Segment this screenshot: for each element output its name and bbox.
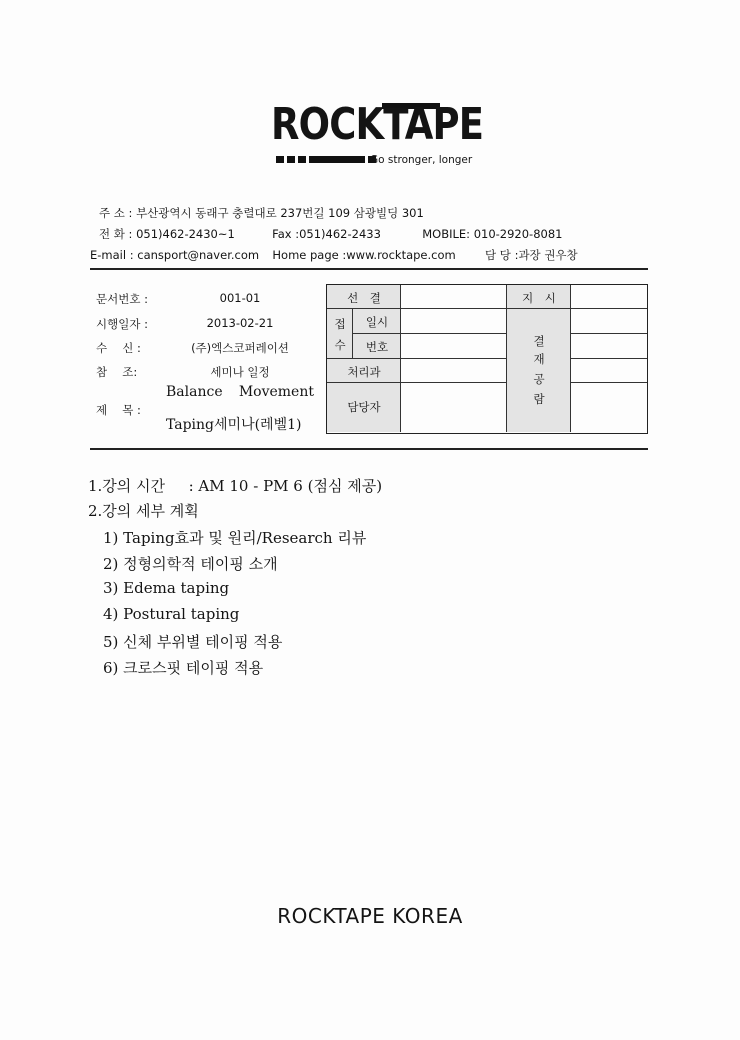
subject-word-balance: Balance (166, 384, 223, 400)
header-divider (90, 268, 648, 270)
recipient-label: 수 신 : (96, 341, 141, 355)
cell-seongyeol-value (401, 285, 507, 309)
homepage-value: www.rocktape.com (346, 248, 456, 262)
address-line (99, 205, 424, 221)
footer-company-name: ROCKTAPE KOREA (277, 904, 463, 928)
mobile-value: 010-2920-8081 (473, 227, 563, 241)
cell-sign-3 (571, 359, 647, 383)
cell-cheorigwa-value (401, 359, 507, 383)
su-label: 수 (334, 338, 346, 352)
date-label: 시행일자 : (96, 317, 148, 331)
plan-item: 5) 신체 부위별 테이핑 적용 (103, 633, 283, 651)
reference-label: 참 조: (96, 365, 138, 379)
cell-ilsi-value (401, 309, 507, 334)
cell-gyeoljae-gongram (507, 309, 571, 432)
lecture-time-value: : AM 10 - PM 6 (점심 제공) (188, 477, 383, 495)
cell-beonho-value (401, 334, 507, 359)
subject-label: 제 목 : (96, 403, 141, 417)
lecture-time-label: 1.강의 시간 (88, 477, 166, 495)
cell-sign-1 (571, 309, 647, 334)
mobile-label: MOBILE: (422, 227, 471, 241)
lecture-plan-heading: 2.강의 세부 계획 (88, 502, 199, 520)
cell-damdangja-value (401, 383, 507, 432)
doc-no-value: 001-01 (219, 291, 261, 305)
cell-jeopsu (327, 309, 353, 359)
date-value: 2013-02-21 (206, 316, 274, 330)
approval-table (326, 284, 648, 434)
reference-value: 세미나 일정 (210, 365, 270, 379)
jae-label: 재 (533, 352, 545, 366)
beonho-label: 번호 (365, 340, 389, 354)
lecture-time-line (88, 475, 382, 496)
address-value: 부산광역시 동래구 충렬대로 237번길 109 삼광빌딩 301 (136, 206, 424, 220)
subject-word-movement: Movement (238, 384, 314, 400)
ilsi-label: 일시 (365, 315, 389, 329)
email-label: E-mail : (90, 248, 134, 262)
logo-wordmark: ROCKTAPE (271, 99, 484, 150)
phone-line (99, 226, 562, 242)
phone-label: 전 화 : (99, 227, 133, 241)
manager-value: 과장 권우창 (518, 248, 578, 262)
cell-sign-4 (571, 383, 647, 432)
ram-label: 람 (533, 392, 545, 406)
cheorigwa-label: 처리과 (347, 365, 381, 379)
cell-sign-2 (571, 334, 647, 359)
jisi-label: 지 시 (522, 291, 556, 305)
cell-jisi-value (571, 285, 647, 309)
plan-item: 1) Taping효과 및 원리/Research 리뷰 (103, 529, 367, 547)
gong-label: 공 (533, 372, 545, 386)
cell-seongyeol (327, 285, 401, 309)
cell-damdangja (327, 383, 401, 432)
cell-beonho (353, 334, 401, 359)
manager-label: 담 당 : (485, 248, 519, 262)
logo-tagline: Go stronger, longer (370, 154, 473, 166)
jeop-label: 접 (334, 317, 346, 331)
doc-no-label: 문서번호 : (96, 292, 148, 306)
gyeol-label: 결 (533, 334, 545, 348)
subject-line-1 (166, 384, 314, 400)
phone-value: 051)462-2430~1 (136, 227, 235, 241)
plan-item: 3) Edema taping (103, 579, 230, 597)
cell-jisi (507, 285, 571, 309)
fax-value: 051)462-2433 (299, 227, 381, 241)
seongyeol-label: 선 결 (347, 291, 381, 305)
info-divider (90, 448, 648, 450)
cell-cheorigwa (327, 359, 401, 383)
subject-line-2: Taping세미나(레벨1) (166, 417, 302, 433)
fax-label: Fax : (272, 227, 300, 241)
email-value: cansport@naver.com (137, 248, 260, 262)
plan-item: 2) 정형의학적 테이핑 소개 (103, 555, 278, 573)
homepage-label: Home page : (272, 248, 347, 262)
plan-item: 6) 크로스핏 테이핑 적용 (103, 659, 264, 677)
recipient-value: (주)엑스코퍼레이션 (191, 341, 289, 355)
plan-item: 4) Postural taping (103, 605, 240, 623)
logo-dash-line (276, 156, 376, 163)
damdangja-label: 담당자 (347, 400, 381, 414)
address-label: 주 소 : (99, 206, 133, 220)
cell-ilsi (353, 309, 401, 334)
email-line (90, 247, 578, 263)
